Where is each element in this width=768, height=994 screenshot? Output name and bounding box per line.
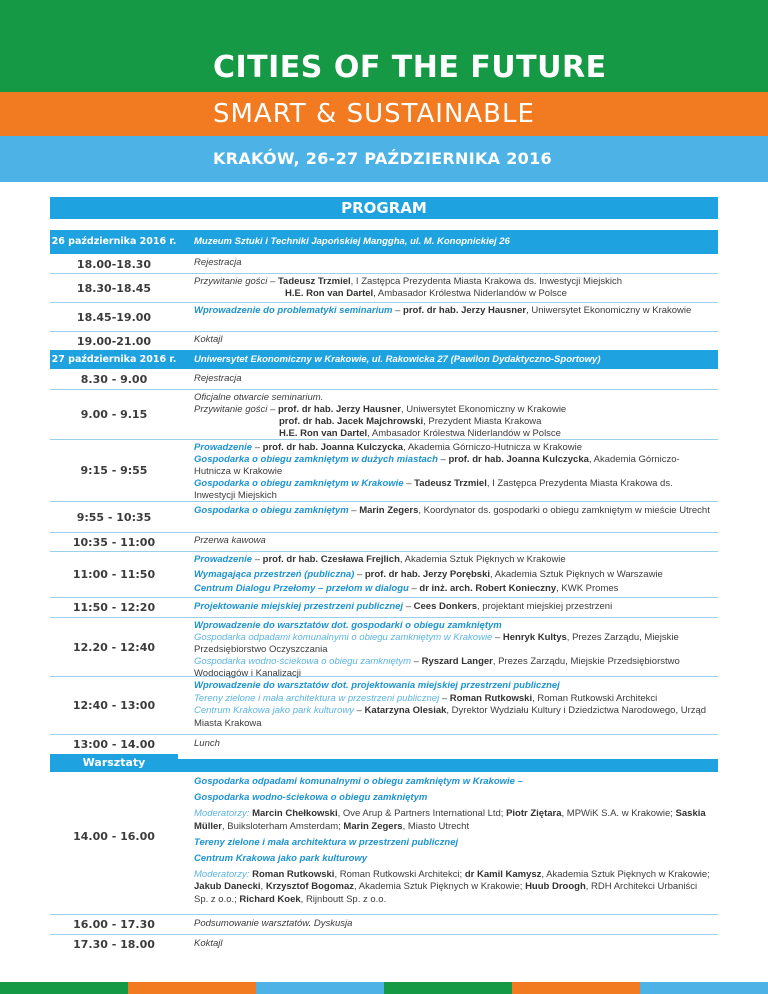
row-description: Rejestracja xyxy=(194,373,242,384)
schedule-row xyxy=(50,676,718,735)
row-time: 16.00 - 17.30 xyxy=(73,918,155,931)
day-venue: Muzeum Sztuki i Techniki Japońskiej Manggha, ul. M. Konopnickiej 26 xyxy=(194,236,510,247)
schedule-row xyxy=(50,273,718,303)
footer-strip xyxy=(0,982,128,994)
row-time: 9:15 - 9:55 xyxy=(80,464,148,477)
program-heading: PROGRAM xyxy=(50,197,718,219)
schedule-row xyxy=(50,439,718,502)
event-title: CITIES OF THE FUTURE xyxy=(213,50,607,85)
schedule-row xyxy=(50,772,718,915)
header-orange-band xyxy=(0,92,768,136)
row-time: 8.30 - 9.00 xyxy=(80,373,148,386)
row-description: Gospodarka odpadami komunalnymi o obiegu zamkniętym w Krakowie – Gospodarka wodno-ściekowa o obiegu zamkniętym Moderatorzy: Marcin Chełkowski, Ove Arup & Partners International Ltd; Piotr Ziętara, MPWiK S.A. w Krakowie; Saskia Müller, Buiksloterham Amsterdam; Marin Zegers, Miasto Utrecht Tereny zielone i mała architektura w przestrzeni publicznej Centrum Krakowa jako park kulturowy Moderatorzy: Roman Rutkowski, Roman Rutkowski Architekci; dr Kamil Kamysz, Akademia Sztuk Pięknych w Krakowie; Jakub Danecki, Krzysztof Bogomaz, Akademia Sztuk Pięknych w Krakowie; Huub Droogh, RDH Architekci Urbaniści Sp. z o.o.; Richard Koek, Rijnboutt Sp. z o.o. xyxy=(194,776,710,905)
row-description: Wprowadzenie do problematyki seminarium – prof. dr hab. Jerzy Hausner, Uniwersytet Ekonomiczny w Krakowie xyxy=(194,305,692,316)
row-time: 18.45-19.00 xyxy=(76,311,152,324)
schedule-row xyxy=(50,532,718,552)
header-blue-band xyxy=(0,136,768,182)
footer-strip xyxy=(640,982,768,994)
schedule-row xyxy=(50,551,718,598)
day-header xyxy=(50,350,718,369)
row-time: 12.20 - 12:40 xyxy=(72,641,156,654)
row-time: 11:00 - 11:50 xyxy=(72,568,156,581)
row-time: 12:40 - 13:00 xyxy=(72,699,156,712)
schedule-row xyxy=(50,914,718,935)
footer-strip xyxy=(512,982,640,994)
row-description: Prowadzenie – prof. dr hab. Czesława Frejlich, Akademia Sztuk Pięknych w Krakowie Wymagająca przestrzeń (publiczna) – prof. dr hab. Jerzy Porębski, Akademia Sztuk Pięknych w Warszawie Centrum Dialogu Przełomy – przełom w dialogu – dr inż. arch. Robert Konieczny, KWK Promes xyxy=(194,554,663,594)
event-subtitle: SMART & SUSTAINABLE xyxy=(213,99,535,129)
day-header xyxy=(50,230,718,254)
row-description: Oficjalne otwarcie seminarium. Przywitanie gości – prof. dr hab. Jerzy Hausner, Uniwersytet Ekonomiczny w Krakowie prof. dr hab. Jacek Majchrowski, Prezydent Miasta Krakowa H.E. Ron van Dartel, Ambasador Królestwa Niderlandów w Polsce xyxy=(194,392,567,439)
footer-strip xyxy=(256,982,384,994)
row-time: 17.30 - 18.00 xyxy=(73,938,155,951)
schedule-row xyxy=(50,302,718,332)
row-description: Przerwa kawowa xyxy=(194,535,266,546)
schedule-row xyxy=(50,597,718,618)
row-description: Gospodarka o obiegu zamkniętym – Marin Zegers, Koordynator ds. gospodarki o obiegu zamkniętym w mieście Utrecht xyxy=(194,505,710,516)
row-description: Rejestracja xyxy=(194,257,242,268)
row-description: Lunch xyxy=(194,738,220,749)
row-time: 10:35 - 11:00 xyxy=(72,536,156,549)
schedule-row xyxy=(50,734,718,754)
row-time: 19.00-21.00 xyxy=(76,335,152,348)
row-time: 18.30-18.45 xyxy=(76,282,152,295)
workshops-bar xyxy=(178,759,718,772)
row-time: 11:50 - 12:20 xyxy=(72,601,156,614)
row-description: Projektowanie miejskiej przestrzeni publicznej – Cees Donkers, projektant miejskiej przestrzeni xyxy=(194,601,613,612)
row-time: 9.00 - 9.15 xyxy=(80,408,148,421)
row-time: 14.00 - 16.00 xyxy=(73,830,155,843)
schedule-row xyxy=(50,501,718,533)
row-description: Prowadzenie – prof. dr hab. Joanna Kulczycka, Akademia Górniczo-Hutnicza w Krakowie Gospodarka o obiegu zamkniętym w dużych miastach – prof. dr hab. Joanna Kulczycka, Akademia Górniczo-Hutnicza w Krakowie Gospodarka o obiegu zamkniętym w Krakowie – Tadeusz Trzmiel, I Zastępca Prezydenta Miasta Krakowa ds. Inwestycji Miejskich xyxy=(194,442,680,501)
row-description: Wprowadzenie do warsztatów dot. gospodarki o obiegu zamkniętym Gospodarka odpadami komunalnymi o obiegu zamkniętym w Krakowie – Henryk Kultys, Prezes Zarządu, Miejskie Przedsiębiorstwo Oczyszczania Gospodarka wodno-ściekowa o obiegu zamkniętym – Ryszard Langer, Prezes Zarządu, Miejskie Przedsiębiorstwo Wodociągów i Kanalizacji xyxy=(194,620,680,679)
event-date: KRAKÓW, 26-27 PAŹDZIERNIKA 2016 xyxy=(213,149,552,168)
day-date: 27 października 2016 r. xyxy=(51,354,177,365)
row-time: 13:00 - 14.00 xyxy=(72,738,156,751)
header-green-band xyxy=(0,0,768,92)
row-time: 18.00-18.30 xyxy=(76,258,152,271)
row-description: Podsumowanie warsztatów. Dyskusja xyxy=(194,918,353,929)
schedule-row xyxy=(50,389,718,440)
footer-strip xyxy=(384,982,512,994)
schedule-row xyxy=(50,369,718,390)
workshops-label: Warsztaty xyxy=(50,754,178,772)
schedule-row xyxy=(50,254,718,274)
row-time: 9:55 - 10:35 xyxy=(76,511,152,524)
footer-strip xyxy=(128,982,256,994)
row-description: Przywitanie gości – Tadeusz Trzmiel, I Zastępca Prezydenta Miasta Krakowa ds. Inwestycji Miejskich H.E. Ron van Dartel, Ambasador Królestwa Niderlandów w Polsce xyxy=(194,276,623,299)
row-description: Koktajl xyxy=(194,334,223,345)
schedule-row xyxy=(50,331,718,351)
schedule-row xyxy=(50,617,718,677)
day-venue: Uniwersytet Ekonomiczny w Krakowie, ul. Rakowicka 27 (Pawilon Dydaktyczno-Sportowy) xyxy=(194,354,601,365)
day-date: 26 października 2016 r. xyxy=(51,236,177,247)
schedule-row xyxy=(50,934,718,954)
row-description: Wprowadzenie do warsztatów dot. projektowania miejskiej przestrzeni publicznej Tereny zielone i mała architektura w przestrzeni publicznej – Roman Rutkowski, Roman Rutkowski Architekci Centrum Krakowa jako park kulturowy – Katarzyna Olesiak, Dyrektor Wydziału Kultury i Dziedzictwa Narodowego, Urząd Miasta Krakowa xyxy=(194,680,707,729)
row-description: Koktajl xyxy=(194,938,223,949)
